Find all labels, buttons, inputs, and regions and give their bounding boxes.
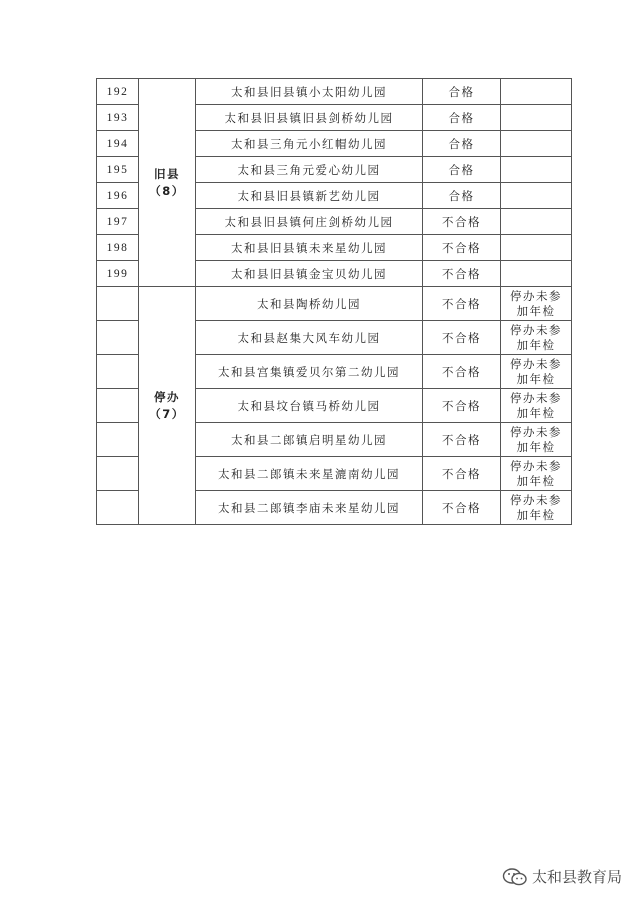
kindergarten-name: 太和县坟台镇马桥幼儿园 bbox=[196, 389, 423, 423]
kindergarten-name: 太和县陶桥幼儿园 bbox=[196, 287, 423, 321]
row-number bbox=[97, 389, 139, 423]
row-number bbox=[97, 355, 139, 389]
remark-line: 停办未参 bbox=[510, 458, 562, 473]
remark bbox=[501, 157, 572, 183]
remark bbox=[501, 261, 572, 287]
remark-line: 加年检 bbox=[516, 303, 556, 318]
inspection-result: 不合格 bbox=[423, 321, 501, 355]
row-number: 194 bbox=[97, 131, 139, 157]
inspection-result: 合格 bbox=[423, 183, 501, 209]
remark bbox=[501, 79, 572, 105]
remark bbox=[501, 423, 572, 457]
remark bbox=[501, 321, 572, 355]
inspection-result: 不合格 bbox=[423, 389, 501, 423]
kindergarten-name: 太和县二郎镇未来星漉南幼儿园 bbox=[196, 457, 423, 491]
row-number bbox=[97, 457, 139, 491]
remark-line: 停办未参 bbox=[510, 356, 562, 371]
remark bbox=[501, 131, 572, 157]
remark bbox=[501, 105, 572, 131]
remark bbox=[501, 389, 572, 423]
remark-line: 加年检 bbox=[516, 507, 556, 522]
inspection-result: 合格 bbox=[423, 131, 501, 157]
town-group-cell bbox=[139, 79, 196, 287]
inspection-result: 不合格 bbox=[423, 209, 501, 235]
table-body bbox=[97, 79, 572, 525]
remark-line: 停办未参 bbox=[510, 288, 562, 303]
row-number bbox=[97, 423, 139, 457]
inspection-result: 不合格 bbox=[423, 491, 501, 525]
inspection-result: 合格 bbox=[423, 105, 501, 131]
remark-line: 加年检 bbox=[516, 337, 556, 352]
town-count: （8） bbox=[149, 183, 185, 198]
row-number bbox=[97, 321, 139, 355]
remark bbox=[501, 183, 572, 209]
kindergarten-name: 太和县宫集镇爱贝尔第二幼儿园 bbox=[196, 355, 423, 389]
kindergarten-inspection-table bbox=[96, 78, 572, 525]
town-name: 停办 bbox=[154, 389, 180, 404]
kindergarten-name: 太和县三角元小红帽幼儿园 bbox=[196, 131, 423, 157]
kindergarten-name: 太和县三角元爱心幼儿园 bbox=[196, 157, 423, 183]
town-group-cell bbox=[139, 287, 196, 525]
kindergarten-name: 太和县旧县镇未来星幼儿园 bbox=[196, 235, 423, 261]
inspection-result: 不合格 bbox=[423, 287, 501, 321]
remark bbox=[501, 287, 572, 321]
table-row bbox=[97, 79, 572, 105]
kindergarten-name: 太和县二郎镇李庙未来星幼儿园 bbox=[196, 491, 423, 525]
remark bbox=[501, 457, 572, 491]
remark bbox=[501, 491, 572, 525]
row-number: 199 bbox=[97, 261, 139, 287]
inspection-result: 合格 bbox=[423, 79, 501, 105]
inspection-result: 不合格 bbox=[423, 457, 501, 491]
remark bbox=[501, 235, 572, 261]
account-watermark bbox=[502, 866, 622, 887]
inspection-result: 不合格 bbox=[423, 355, 501, 389]
town-name: 旧县 bbox=[154, 166, 180, 181]
remark bbox=[501, 355, 572, 389]
remark-line: 停办未参 bbox=[510, 492, 562, 507]
kindergarten-name: 太和县旧县镇金宝贝幼儿园 bbox=[196, 261, 423, 287]
row-number: 198 bbox=[97, 235, 139, 261]
row-number bbox=[97, 287, 139, 321]
kindergarten-name: 太和县旧县镇何庄剑桥幼儿园 bbox=[196, 209, 423, 235]
inspection-result: 不合格 bbox=[423, 261, 501, 287]
inspection-result: 不合格 bbox=[423, 423, 501, 457]
remark bbox=[501, 209, 572, 235]
kindergarten-name: 太和县旧县镇旧县剑桥幼儿园 bbox=[196, 105, 423, 131]
remark-line: 加年检 bbox=[516, 371, 556, 386]
kindergarten-name: 太和县二郎镇启明星幼儿园 bbox=[196, 423, 423, 457]
row-number: 196 bbox=[97, 183, 139, 209]
table-row bbox=[97, 287, 572, 321]
wechat-icon bbox=[502, 867, 528, 887]
inspection-result: 不合格 bbox=[423, 235, 501, 261]
inspection-result: 合格 bbox=[423, 157, 501, 183]
kindergarten-name: 太和县旧县镇新艺幼儿园 bbox=[196, 183, 423, 209]
remark-line: 停办未参 bbox=[510, 390, 562, 405]
watermark-text: 太和县教育局 bbox=[531, 868, 622, 886]
remark-line: 加年检 bbox=[516, 405, 556, 420]
remark-line: 加年检 bbox=[516, 473, 556, 488]
row-number: 195 bbox=[97, 157, 139, 183]
remark-line: 停办未参 bbox=[510, 322, 562, 337]
remark-line: 加年检 bbox=[516, 439, 556, 454]
row-number: 193 bbox=[97, 105, 139, 131]
town-count: （7） bbox=[149, 406, 185, 421]
remark-line: 停办未参 bbox=[510, 424, 562, 439]
row-number: 197 bbox=[97, 209, 139, 235]
kindergarten-name: 太和县旧县镇小太阳幼儿园 bbox=[196, 79, 423, 105]
row-number: 192 bbox=[97, 79, 139, 105]
row-number bbox=[97, 491, 139, 525]
kindergarten-name: 太和县赵集大风车幼儿园 bbox=[196, 321, 423, 355]
